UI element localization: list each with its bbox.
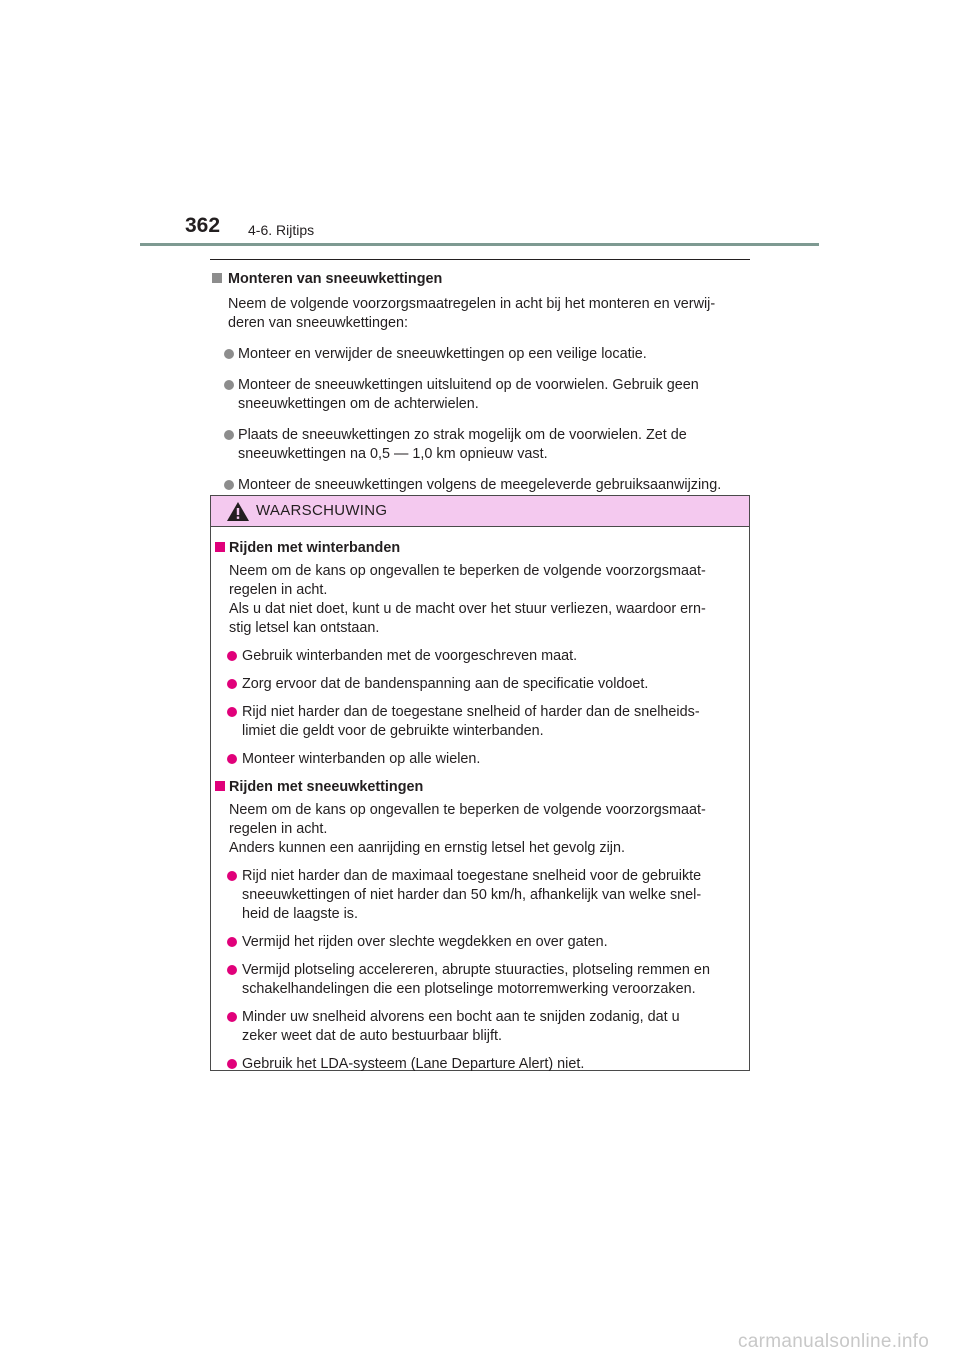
list-item-line: Monteer de sneeuwkettingen volgens de meegeleverde gebruiksaanwijzing. — [238, 477, 722, 493]
section-divider — [210, 259, 750, 260]
list-item-line: Minder uw snelheid alvorens een bocht aan te snijden zodanig, dat u — [242, 1009, 680, 1025]
list-item — [242, 1008, 741, 1046]
list-item — [238, 376, 750, 414]
warning-box — [210, 495, 750, 1071]
round-bullet-icon — [227, 754, 237, 764]
list-item-line: Vermijd plotseling accelereren, abrupte stuuracties, plotseling remmen en — [242, 962, 710, 978]
paragraph-line: Anders kunnen een aanrijding en ernstig letsel het gevolg zijn. — [229, 840, 626, 856]
list-item — [242, 750, 741, 769]
intro-paragraph — [228, 295, 750, 333]
round-bullet-icon — [227, 1059, 237, 1069]
list-item — [238, 476, 750, 495]
list-item-line: Plaats de sneeuwkettingen zo strak mogelijk om de voorwielen. Zet de — [238, 427, 687, 443]
warning-title: WAARSCHUWING — [256, 502, 388, 519]
paragraph-line: regelen in acht. — [229, 582, 328, 598]
list-item-line: Zorg ervoor dat de bandenspanning aan de specificatie voldoet. — [242, 676, 649, 692]
paragraph-line: Neem om de kans op ongevallen te beperken de volgende voorzorgsmaat- — [229, 802, 706, 818]
list-item-line: Rijd niet harder dan de maximaal toegestane snelheid voor de gebruikte — [242, 868, 702, 884]
page-number: 362 — [185, 214, 221, 237]
warning-subheading — [215, 539, 741, 558]
list-item-line: Monteer winterbanden op alle wielen. — [242, 751, 481, 767]
list-item-line: zeker weet dat de auto bestuurbaar blijft. — [242, 1028, 502, 1044]
list-item — [238, 426, 750, 464]
warning-triangle-icon — [226, 501, 250, 527]
list-item-line: Rijd niet harder dan de toegestane snelheid of harder dan de snelheids- — [242, 704, 700, 720]
square-bullet-icon — [215, 781, 225, 791]
section-heading — [210, 270, 750, 289]
round-bullet-icon — [227, 965, 237, 975]
list-item — [242, 1055, 741, 1074]
paragraph-line: Neem om de kans op ongevallen te beperken de volgende voorzorgsmaat- — [229, 563, 706, 579]
list-item-line: Vermijd het rijden over slechte wegdekken en over gaten. — [242, 934, 608, 950]
list-item — [242, 675, 741, 694]
warning-header — [211, 496, 749, 527]
list-item-line: schakelhandelingen die een plotselinge motorremwerking veroorzaken. — [242, 981, 696, 997]
round-bullet-icon — [224, 349, 234, 359]
round-bullet-icon — [227, 707, 237, 717]
intro-line: deren van sneeuwkettingen: — [228, 315, 409, 331]
round-bullet-icon — [224, 430, 234, 440]
list-item-line: Monteer en verwijder de sneeuwkettingen op een veilige locatie. — [238, 346, 647, 362]
square-bullet-icon — [215, 542, 225, 552]
list-item — [242, 647, 741, 666]
warning-paragraph — [229, 801, 741, 858]
warning-subheading-text: Rijden met winterbanden — [229, 540, 401, 556]
list-item — [242, 933, 741, 952]
round-bullet-icon — [224, 380, 234, 390]
paragraph-line: Als u dat niet doet, kunt u de macht over het stuur verliezen, waardoor ern- — [229, 601, 706, 617]
list-item-line: limiet die geldt voor de gebruikte winterbanden. — [242, 723, 544, 739]
warning-subheading — [215, 778, 741, 797]
list-item-line: Gebruik winterbanden met de voorgeschreven maat. — [242, 648, 578, 664]
warning-body — [211, 527, 749, 1074]
square-bullet-icon — [212, 273, 222, 283]
list-item — [242, 703, 741, 741]
snow-chains-section — [210, 270, 750, 507]
site-watermark: carmanualsonline.info — [738, 1331, 930, 1352]
round-bullet-icon — [227, 937, 237, 947]
warning-subheading-text: Rijden met sneeuwkettingen — [229, 779, 424, 795]
paragraph-line: regelen in acht. — [229, 821, 328, 837]
round-bullet-icon — [227, 1012, 237, 1022]
header-rule — [140, 243, 819, 246]
list-item-line: Gebruik het LDA-systeem (Lane Departure Alert) niet. — [242, 1056, 585, 1072]
list-item — [238, 345, 750, 364]
round-bullet-icon — [224, 480, 234, 490]
section-heading-text: Monteren van sneeuwkettingen — [228, 271, 443, 287]
round-bullet-icon — [227, 651, 237, 661]
list-item — [242, 867, 741, 924]
list-item-line: heid de laagste is. — [242, 906, 359, 922]
list-item-line: Monteer de sneeuwkettingen uitsluitend op de voorwielen. Gebruik geen — [238, 377, 699, 393]
list-item — [242, 961, 741, 999]
warning-paragraph — [229, 562, 741, 638]
list-item-line: sneeuwkettingen na 0,5 — 1,0 km opnieuw vast. — [238, 446, 548, 462]
list-item-line: sneeuwkettingen om de achterwielen. — [238, 396, 479, 412]
list-item-line: sneeuwkettingen of niet harder dan 50 km/h, afhankelijk van welke snel- — [242, 887, 702, 903]
round-bullet-icon — [227, 871, 237, 881]
section-label: 4-6. Rijtips — [248, 222, 315, 238]
intro-line: Neem de volgende voorzorgsmaatregelen in acht bij het monteren en verwij- — [228, 296, 716, 312]
round-bullet-icon — [227, 679, 237, 689]
paragraph-line: stig letsel kan ontstaan. — [229, 620, 380, 636]
